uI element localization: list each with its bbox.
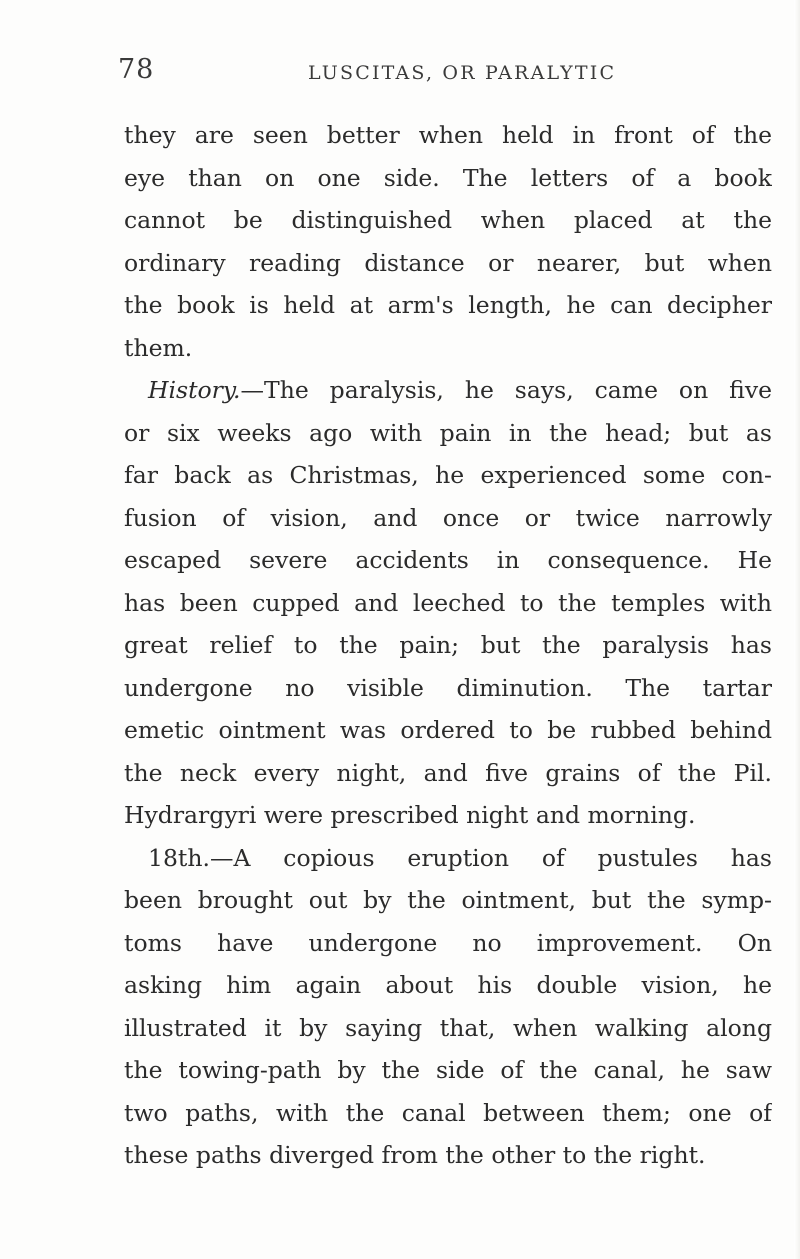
text-line: great relief to the pain; but the paralysis has: [124, 631, 772, 659]
text-line: Hydrargyri were prescribed night and morning.: [124, 801, 696, 829]
text-line: them.: [124, 333, 193, 362]
text-line: ordinary reading distance or nearer, but when: [124, 248, 772, 277]
history-label: History.: [148, 376, 241, 404]
text-line: toms have undergone no improvement. On: [124, 928, 772, 957]
text-line: the neck every night, and five grains of the Pil.: [124, 758, 772, 787]
text-line: eye than on one side. The letters of a book: [124, 163, 772, 192]
text-line: escaped severe accidents in consequence. He: [124, 546, 772, 574]
text-line: cannot be distinguished when placed at the: [124, 206, 772, 234]
text-line: fusion of vision, and once or twice narrowly: [124, 503, 772, 532]
page-edge: [794, 0, 800, 1259]
text-line: two paths, with the canal between them; one of: [124, 1098, 772, 1127]
text-line: emetic ointment was ordered to be rubbed behind: [124, 716, 772, 744]
text-line: 18th.—A copious eruption of pustules has: [148, 843, 772, 872]
text-line: has been cupped and leeched to the temples with: [124, 588, 772, 617]
text-line: the towing-path by the side of the canal, he saw: [124, 1056, 772, 1084]
text-line: the book is held at arm's length, he can decipher: [124, 291, 772, 319]
text-line: these paths diverged from the other to the right.: [124, 1141, 706, 1169]
running-head: [118, 54, 778, 90]
text-line: they are seen better when held in front of the: [124, 121, 772, 149]
text-line: far back as Christmas, he experienced some con-: [124, 461, 772, 489]
running-title: LUSCITAS, OR PARALYTIC: [308, 62, 617, 84]
text-line: undergone no visible diminution. The tartar: [124, 673, 772, 702]
text-line: been brought out by the ointment, but the symp-: [124, 886, 772, 914]
text-line: illustrated it by saying that, when walking along: [124, 1013, 772, 1042]
text-line: or six weeks ago with pain in the head; but as: [124, 418, 772, 447]
text-line: asking him again about his double vision, he: [124, 971, 772, 999]
page-number: 78: [118, 54, 155, 85]
history-text: —The paralysis, he says, came on five: [240, 376, 772, 404]
text-line-history: [124, 369, 772, 412]
body-text: [124, 114, 772, 1177]
